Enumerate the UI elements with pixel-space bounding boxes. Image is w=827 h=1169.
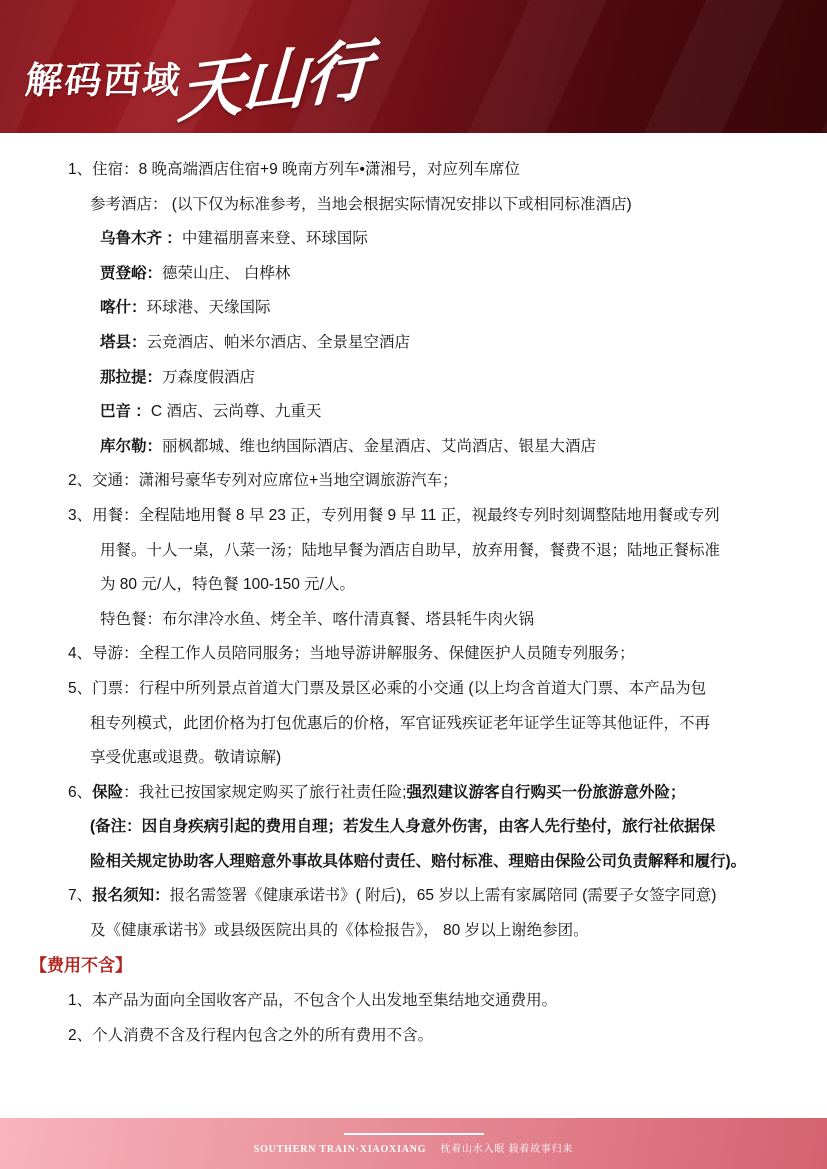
text-segment: 德荣山庄、 白桦林 <box>162 264 291 282</box>
footer-slogan-cn: 枕着山水入眠 载着故事归来 <box>440 1143 574 1155</box>
text-line <box>30 637 791 672</box>
text-segment-bold: 贾登峪： <box>100 264 163 282</box>
footer-slogan <box>254 1140 574 1155</box>
brand-logo-main: 解码西域 <box>23 60 184 101</box>
text-segment-bold: 库尔勒： <box>100 437 163 455</box>
footer-divider <box>344 1133 484 1135</box>
text-segment-bold: 塔县： <box>100 333 147 351</box>
text-segment: 享受优惠或退费。敬请谅解) <box>90 749 282 767</box>
text-line <box>30 499 791 534</box>
text-line <box>30 534 791 569</box>
text-line <box>30 361 791 396</box>
text-line <box>30 949 791 985</box>
text-segment: 云竞酒店、帕米尔酒店、全景星空酒店 <box>146 333 411 351</box>
text-segment: C 酒店、云尚尊、九重天 <box>150 403 322 421</box>
text-segment: 及《健康承诺书》或县级医院出具的《体检报告》， 80 岁以上谢绝参团。 <box>90 922 589 940</box>
text-segment-bold: 强烈建议游客自行购买一份旅游意外险； <box>406 783 686 801</box>
text-segment: 参考酒店： (以下仅为标准参考，当地会根据实际情况安排以下或相同标准酒店) <box>90 195 632 213</box>
text-line <box>30 291 791 326</box>
text-segment-bold: 保险 <box>92 783 124 801</box>
text-line <box>30 810 791 845</box>
footer-banner <box>0 1118 827 1169</box>
text-line <box>30 464 791 499</box>
brand-logo <box>23 33 371 132</box>
text-segment: 6、 <box>68 783 93 801</box>
text-segment: 为 80 元/人，特色餐 100-150 元/人。 <box>100 576 355 594</box>
text-segment-bold: 那拉提： <box>100 368 163 386</box>
text-segment: 报名需签署《健康承诺书》( 附后)，65 岁以上需有家属陪同 (需要子女签字同意) <box>169 887 717 905</box>
text-line <box>30 257 791 292</box>
text-segment-bold: 巴音 ： <box>100 403 151 421</box>
text-line <box>30 395 791 430</box>
text-line <box>30 672 791 707</box>
section-heading: 【费用不含】 <box>30 955 132 975</box>
text-line <box>30 914 791 949</box>
text-segment: 2、交通：潇湘号豪华专列对应席位+当地空调旅游汽车； <box>68 472 458 490</box>
text-line <box>30 741 791 776</box>
text-segment: 1、住宿：8 晚高端酒店住宿+9 晚南方列车•潇湘号，对应列车席位 <box>68 161 520 178</box>
text-line <box>30 879 791 914</box>
text-line <box>30 603 791 638</box>
text-segment-bold: 险相关规定协助客人理赔意外事故具体赔付责任、赔付标准、理赔由保险公司负责解释和履行)。 <box>90 852 747 870</box>
footer-brand-en: SOUTHERN TRAIN·XIAOXIANG <box>253 1143 427 1155</box>
text-segment: 租专列模式，此团价格为打包优惠后的价格，军官证残疾证老年证学生证等其他证件，不再 <box>90 714 711 732</box>
text-segment: 中建福朋喜来登、环球国际 <box>181 230 368 248</box>
text-segment: 丽枫都城、维也纳国际酒店、金星酒店、艾尚酒店、银星大酒店 <box>162 437 597 455</box>
text-segment: 万森度假酒店 <box>162 368 256 386</box>
text-line <box>30 430 791 465</box>
text-line <box>30 153 791 188</box>
text-segment: 1、本产品为面向全国收客产品，不包含个人出发地至集结地交通费用。 <box>68 992 558 1010</box>
text-segment: 4、导游：全程工作人员陪同服务；当地导游讲解服务、保健医护人员随专列服务； <box>68 645 635 663</box>
text-line <box>30 1019 791 1054</box>
brand-logo-script: 天山行 <box>176 33 371 132</box>
text-line <box>30 707 791 742</box>
text-line <box>30 188 791 223</box>
text-line <box>30 984 791 1019</box>
text-line <box>30 845 791 880</box>
text-line <box>30 326 791 361</box>
text-segment-bold: 乌鲁木齐 ： <box>100 230 182 248</box>
text-segment: ：我社已按国家规定购买了旅行社责任险; <box>123 783 407 801</box>
text-segment: 用餐。十人一桌，八菜一汤；陆地早餐为酒店自助早，放弃用餐，餐费不退；陆地正餐标准 <box>100 541 721 559</box>
document-body <box>0 133 827 1053</box>
text-segment: 2、个人消费不含及行程内包含之外的所有费用不含。 <box>68 1026 434 1044</box>
text-segment-bold: 报名须知： <box>92 887 170 905</box>
text-segment: 3、用餐：全程陆地用餐 8 早 23 正，专列用餐 9 早 11 正，视最终专列时刻调整陆地用餐或专列 <box>68 506 720 524</box>
text-segment: 特色餐：布尔津冷水鱼、烤全羊、喀什清真餐、塔县牦牛肉火锅 <box>100 610 535 628</box>
text-segment-bold: 喀什： <box>100 299 147 317</box>
text-segment: 5、门票：行程中所列景点首道大门票及景区必乘的小交通 (以上均含首道大门票、本产品为包 <box>68 679 707 697</box>
text-line <box>30 776 791 811</box>
header-banner <box>0 0 827 133</box>
text-segment: 7、 <box>68 887 93 905</box>
text-line <box>30 568 791 603</box>
text-line <box>30 222 791 257</box>
text-segment-bold: (备注：因自身疾病引起的费用自理；若发生人身意外伤害，由客人先行垫付，旅行社依据保 <box>90 818 716 836</box>
text-segment: 环球港、天缘国际 <box>146 299 271 317</box>
